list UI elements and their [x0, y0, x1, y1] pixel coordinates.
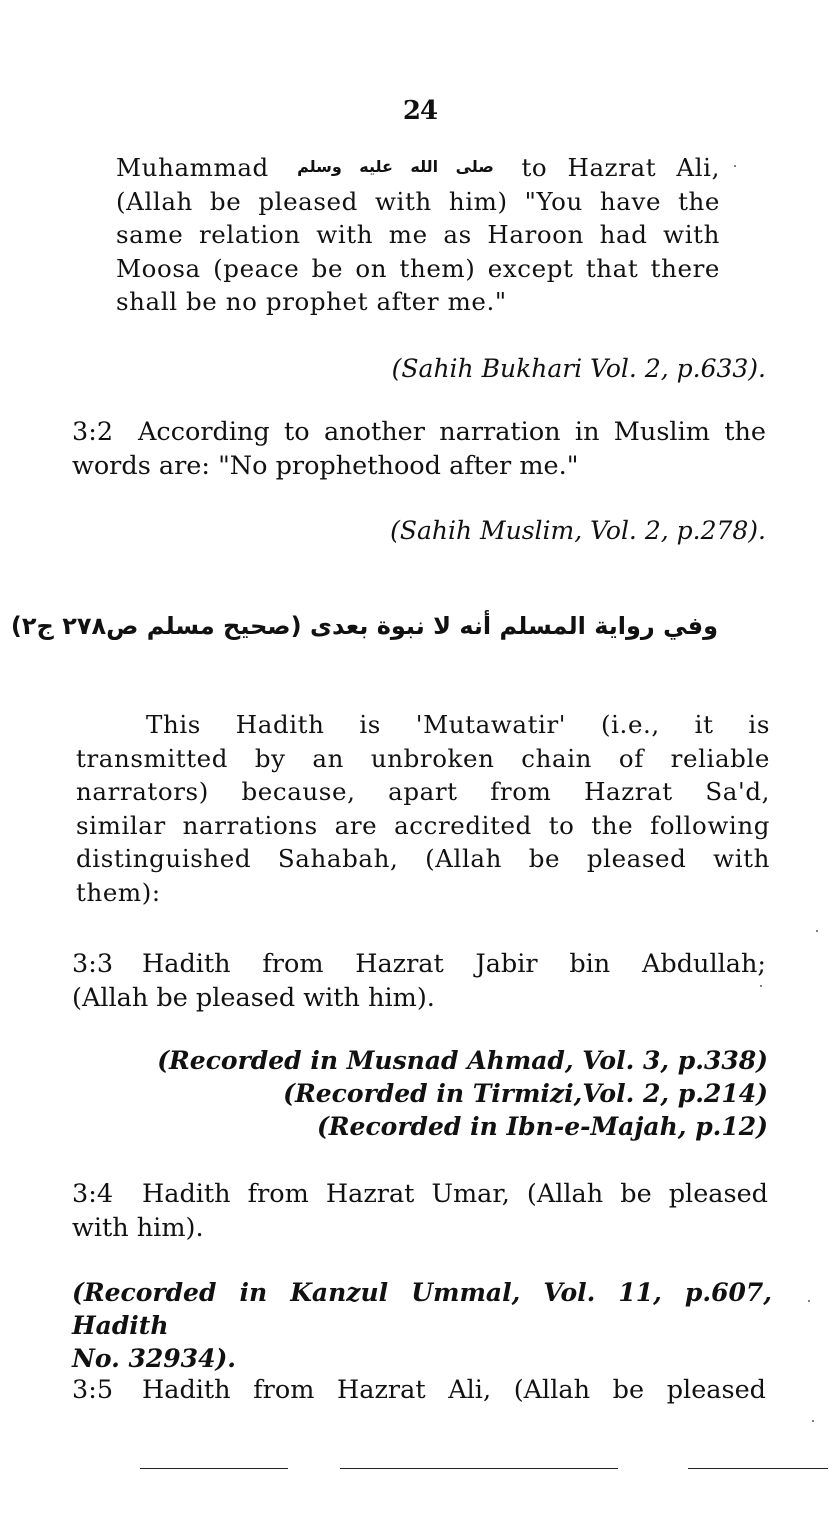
section-3-5-line-1: 3:5 Hadith from Hazrat Ali, (Allah be pleased [72, 1374, 766, 1408]
section-number: 3:4 [72, 1179, 114, 1209]
section-3-3 [72, 948, 766, 1015]
citation-kanzul-line-2: No. 32934). [72, 1344, 237, 1373]
section-3-2-line-2: words are: "No prophethood after me." [72, 450, 579, 481]
bottom-rule-segment [688, 1468, 828, 1469]
section-3-4 [72, 1178, 768, 1245]
section-number: 3:2 [72, 417, 114, 447]
citation-musnad-ahmad: (Recorded in Musnad Ahmad, Vol. 3, p.338) [157, 1046, 768, 1075]
citation-kanzul-line-1: (Recorded in Kanzul Ummal, Vol. 11, p.607, Hadith [72, 1278, 772, 1340]
citation-tirmizi: (Recorded in Tirmizi,Vol. 2, p.214) [283, 1079, 768, 1108]
section-number: 3:5 [72, 1375, 114, 1405]
mutawatir-line-5: distinguished Sahabah, (Allah be pleased with [76, 844, 770, 873]
hadith-quote-block [116, 150, 720, 319]
mutawatir-line-3: narrators) because, apart from Hazrat Sa'd, [76, 777, 770, 806]
mutawatir-line-6: them): [76, 877, 161, 907]
quote-line-2: (Allah be pleased with him) "You have the [116, 186, 720, 216]
scan-speck [734, 165, 736, 167]
section-3-5 [72, 1374, 766, 1408]
section-3-3-line-1: 3:3 Hadith from Hazrat Jabir bin Abdullah; [72, 948, 766, 982]
section-3-4-line-1: 3:4 Hadith from Hazrat Umar, (Allah be pleased [72, 1178, 768, 1212]
section-3-2-line-1: 3:2 According to another narration in Muslim the [72, 416, 766, 450]
citation-kanzul-ummal [72, 1276, 772, 1375]
section-number: 3:3 [72, 949, 114, 979]
scan-speck [812, 1420, 814, 1422]
quote-line-1-post: to Hazrat Ali, [521, 153, 720, 182]
quote-line-5: shall be no prophet after me." [116, 287, 507, 316]
arabic-narration: وفي رواية المسلم أنه لا نبوة بعدى (صحيح مسلم ص٢٧٨ ج٢) [10, 612, 718, 640]
scan-speck [760, 985, 762, 987]
section-3-2 [72, 416, 766, 483]
mutawatir-line-4: similar narrations are accredited to the following [76, 810, 770, 840]
quote-line-1-pre: Muhammad [116, 153, 269, 182]
bottom-rule-segment [140, 1468, 288, 1469]
quote-line-1 [116, 150, 720, 185]
scan-speck [816, 930, 818, 932]
citation-ibn-majah: (Recorded in Ibn-e-Majah, p.12) [316, 1112, 768, 1141]
section-3-3-line-2: (Allah be pleased with him). [72, 982, 435, 1013]
salawat-arabic: صلى الله عليه وسلم [297, 157, 494, 176]
citations-jabir [128, 1044, 768, 1143]
citation-bukhari: (Sahih Bukhari Vol. 2, p.633). [391, 354, 766, 383]
quote-line-4: Moosa (peace be on them) except that there [116, 253, 720, 283]
mutawatir-line-1: This Hadith is 'Mutawatir' (i.e., it is [146, 710, 770, 739]
page-number: 24 [402, 96, 438, 126]
mutawatir-paragraph [76, 708, 770, 909]
quote-line-3: same relation with me as Haroon had with [116, 220, 720, 249]
mutawatir-line-2: transmitted by an unbroken chain of reliable [76, 743, 770, 773]
scan-speck [808, 1300, 810, 1302]
section-3-4-line-2: with him). [72, 1212, 204, 1243]
citation-muslim: (Sahih Muslim, Vol. 2, p.278). [390, 516, 766, 545]
bottom-rule-segment [340, 1468, 618, 1469]
